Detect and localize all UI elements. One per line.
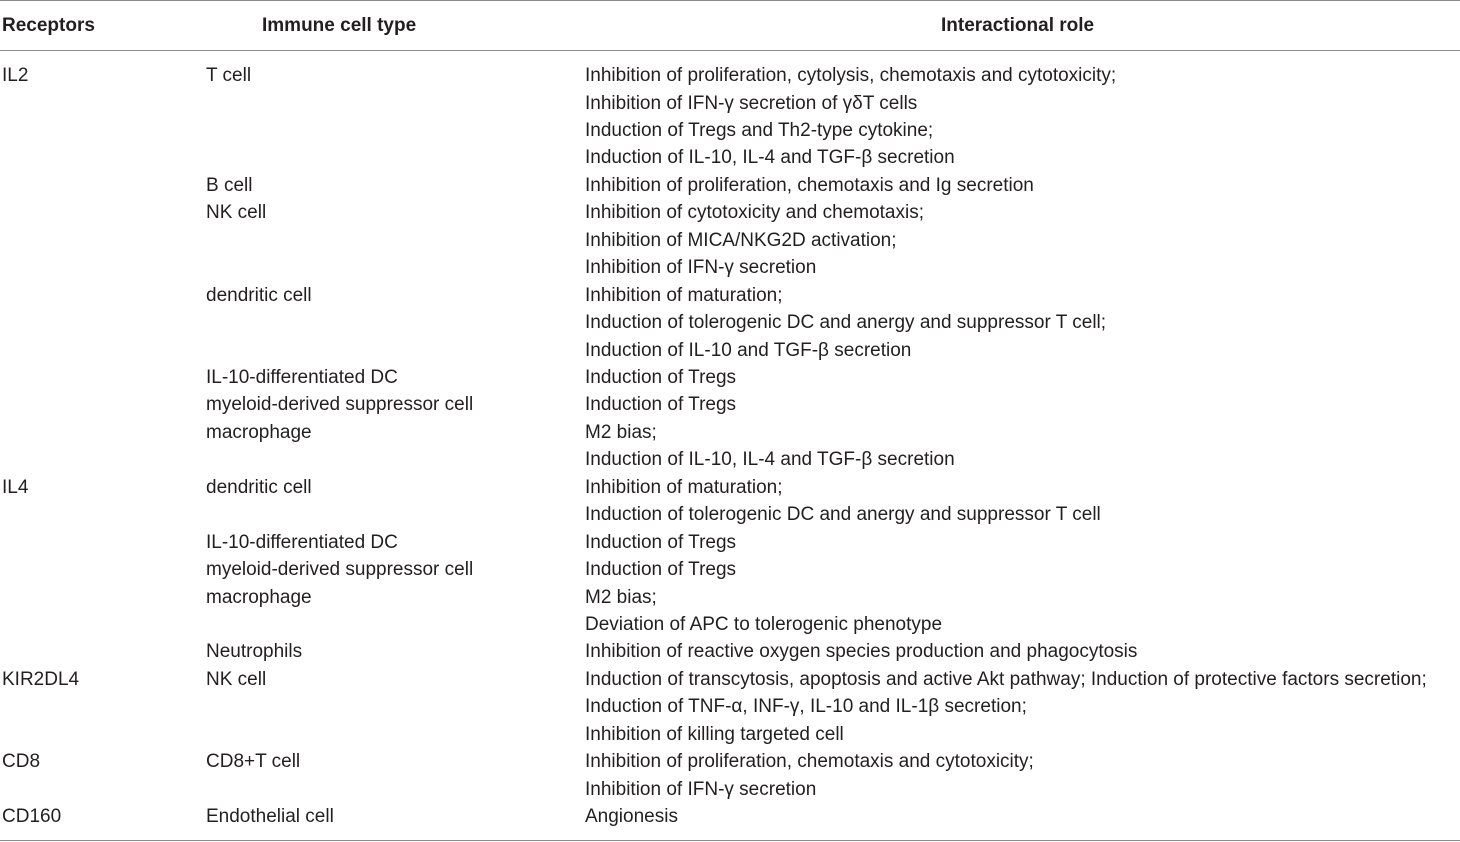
immune-cell-type-cell: IL-10-differentiated DC bbox=[206, 531, 398, 553]
interactional-role-cell: Inhibition of IFN-γ secretion bbox=[585, 778, 817, 800]
interactional-role-cell: Inhibition of proliferation, chemotaxis and Ig secretion bbox=[585, 174, 1034, 196]
immune-cell-type-cell: dendritic cell bbox=[206, 476, 312, 498]
interactional-role-cell: Induction of tolerogenic DC and anergy and suppressor T cell bbox=[585, 504, 1101, 526]
immune-cell-type-cell: dendritic cell bbox=[206, 284, 312, 306]
immune-cell-type-cell: T cell bbox=[206, 65, 252, 86]
immune-cell-type-cell: macrophage bbox=[206, 586, 312, 608]
interactional-role-cell: Induction of IL-10, IL-4 and TGF-β secretion bbox=[585, 449, 955, 471]
interactional-role-cell: M2 bias; bbox=[585, 586, 657, 608]
immune-cell-type-cell: CD8+T cell bbox=[206, 751, 301, 773]
interactional-role-cell: Induction of transcytosis, apoptosis and active Akt pathway; Induction of protective factors secretion; bbox=[585, 668, 1427, 690]
immune-cell-type-cell: B cell bbox=[206, 174, 253, 196]
immune-cell-type-cell: macrophage bbox=[206, 421, 312, 443]
header-receptors: Receptors bbox=[2, 15, 95, 36]
immune-cell-type-cell: Neutrophils bbox=[206, 641, 303, 663]
interactional-role-cell: Induction of IL-10 and TGF-β secretion bbox=[585, 339, 912, 361]
interactional-role-cell: Induction of IL-10, IL-4 and TGF-β secretion bbox=[585, 147, 955, 169]
interactional-role-cell: Inhibition of IFN-γ secretion of γδT cells bbox=[585, 92, 918, 114]
receptor-cell: CD8 bbox=[2, 751, 41, 773]
immune-cell-type-cell: NK cell bbox=[206, 668, 267, 690]
header-interactional-role: Interactional role bbox=[941, 15, 1095, 36]
immune-cell-type-cell: myeloid-derived suppressor cell bbox=[206, 559, 474, 581]
interactional-role-cell: M2 bias; bbox=[585, 421, 657, 443]
interactional-role-cell: Inhibition of maturation; bbox=[585, 284, 783, 306]
immune-cell-type-cell: myeloid-derived suppressor cell bbox=[206, 394, 474, 416]
receptor-cell: CD160 bbox=[2, 806, 62, 828]
interactional-role-cell: Inhibition of killing targeted cell bbox=[585, 723, 844, 745]
interactional-role-cell: Induction of Tregs bbox=[585, 394, 737, 416]
top-rule bbox=[0, 0, 1460, 1]
header-immune-cell-type: Immune cell type bbox=[262, 15, 417, 36]
interactional-role-cell: Angionesis bbox=[585, 806, 678, 828]
interactional-role-cell: Inhibition of proliferation, cytolysis, chemotaxis and cytotoxicity; bbox=[585, 65, 1117, 86]
interactional-role-cell: Inhibition of MICA/NKG2D activation; bbox=[585, 229, 897, 251]
interactional-role-cell: Induction of tolerogenic DC and anergy and suppressor T cell; bbox=[585, 312, 1107, 333]
interactional-role-cell: Induction of TNF-α, INF-γ, IL-10 and IL-1β secretion; bbox=[585, 696, 1027, 718]
interactional-role-cell: Inhibition of reactive oxygen species production and phagocytosis bbox=[585, 641, 1138, 663]
header-rule bbox=[0, 50, 1460, 51]
immune-cell-type-cell: NK cell bbox=[206, 202, 267, 224]
bottom-rule bbox=[0, 840, 1460, 841]
interactional-role-cell: Inhibition of IFN-γ secretion bbox=[585, 257, 817, 279]
interactional-role-cell: Inhibition of cytotoxicity and chemotaxis; bbox=[585, 202, 925, 224]
immune-cell-type-cell: Endothelial cell bbox=[206, 806, 334, 828]
receptor-cell: IL2 bbox=[2, 65, 29, 86]
interactional-role-cell: Deviation of APC to tolerogenic phenotype bbox=[585, 614, 943, 635]
interactional-role-cell: Inhibition of maturation; bbox=[585, 476, 783, 498]
interactional-role-cell: Inhibition of proliferation, chemotaxis and cytotoxicity; bbox=[585, 751, 1034, 773]
receptor-cell: IL4 bbox=[2, 476, 29, 498]
interactional-role-cell: Induction of Tregs bbox=[585, 559, 737, 581]
immune-cell-type-cell: IL-10-differentiated DC bbox=[206, 366, 398, 388]
interactional-role-cell: Induction of Tregs bbox=[585, 531, 737, 553]
interactional-role-cell: Induction of Tregs and Th2-type cytokine; bbox=[585, 119, 934, 141]
interactional-role-cell: Induction of Tregs bbox=[585, 366, 737, 388]
receptor-cell: KIR2DL4 bbox=[2, 668, 80, 690]
